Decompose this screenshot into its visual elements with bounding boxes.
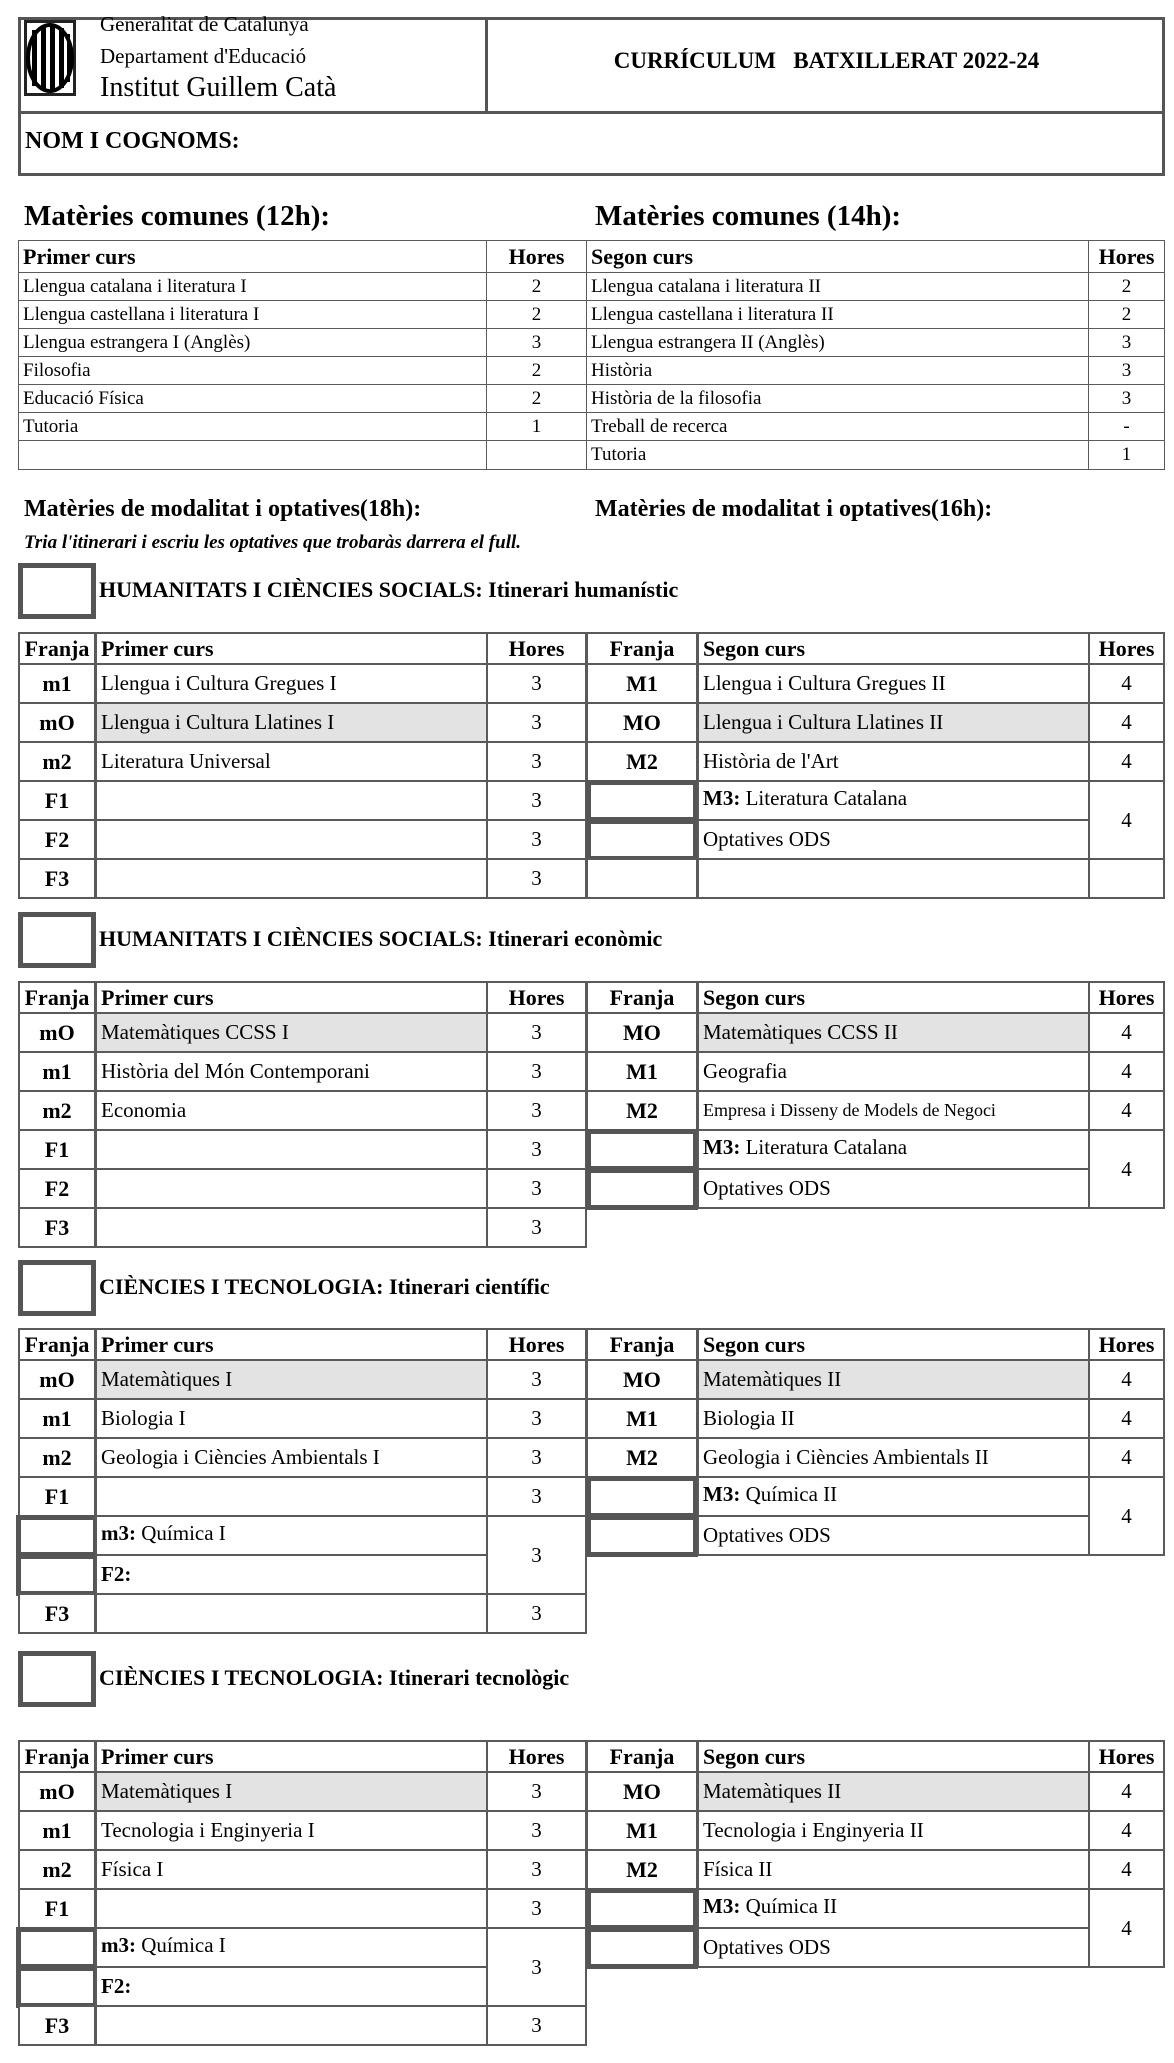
header-hores: Hores <box>486 1740 587 1773</box>
subject-hours: 3 <box>486 1810 587 1851</box>
subject-hours: 4 <box>1088 702 1165 743</box>
subject-hours: 4 <box>1088 1359 1165 1400</box>
subject-hours: 3 <box>486 780 587 821</box>
franja-code: MO <box>586 702 698 743</box>
common-second-header-subject: Segon curs <box>586 240 1090 274</box>
subject-hours: 3 <box>486 1090 587 1131</box>
subject-name: Biologia II <box>697 1398 1090 1439</box>
franja-code: m2 <box>18 1849 96 1890</box>
header-primer-curs: Primer curs <box>95 1740 488 1773</box>
franja-code: F2 <box>18 819 96 860</box>
school-name: Institut Guillem Catà <box>100 72 337 103</box>
subject-hours: 4 <box>1088 1398 1165 1439</box>
common-first-hours: 2 <box>486 300 587 330</box>
common-second-subject: Història <box>586 356 1090 386</box>
header-hores: Hores <box>1088 1740 1165 1773</box>
common-first-header-hours: Hores <box>486 240 587 274</box>
common-first-subject: Filosofia <box>18 356 488 386</box>
header-segon-curs: Segon curs <box>697 981 1090 1014</box>
header-horizontal-divider <box>18 111 1165 114</box>
catalan-coat-of-arms-icon <box>24 20 76 96</box>
subject-hours: 3 <box>486 1207 587 1248</box>
common-first-title: Matèries comunes (12h): <box>24 200 331 232</box>
franja-code: MO <box>586 1771 698 1812</box>
optional-subject-input[interactable] <box>95 1207 488 1248</box>
subject-hours: 4 <box>1088 741 1165 782</box>
subject-name: Llengua i Cultura Llatines II <box>697 702 1090 743</box>
header-primer-curs: Primer curs <box>95 632 488 665</box>
m3-subject: Química I <box>141 1933 226 1957</box>
franja-code: MO <box>586 1359 698 1400</box>
franja-code: m2 <box>18 741 96 782</box>
subject-hours: 3 <box>486 1129 587 1170</box>
common-first-subject: Llengua castellana i literatura I <box>18 300 488 330</box>
optional-subject-input[interactable] <box>95 1593 488 1634</box>
choice-hours: 4 <box>1088 780 1165 860</box>
optional-subject-input[interactable] <box>95 780 488 821</box>
header-franja: Franja <box>586 1740 698 1773</box>
franja-code: F3 <box>18 858 96 899</box>
common-first-hours: 2 <box>486 272 587 302</box>
subject-hours: 3 <box>486 1593 587 1634</box>
subject-name: Matemàtiques I <box>95 1359 488 1400</box>
franja-code: m2 <box>18 1090 96 1131</box>
m3-option <box>697 1129 1090 1170</box>
subject-hours: 3 <box>486 1849 587 1890</box>
common-second-hours: 3 <box>1088 356 1165 386</box>
ods-select-checkbox[interactable] <box>586 1168 698 1210</box>
common-second-title: Matèries comunes (14h): <box>595 200 902 232</box>
header-hores: Hores <box>1088 632 1165 665</box>
common-first-hours <box>486 440 587 470</box>
optional-subject-input[interactable] <box>95 1168 488 1209</box>
modality-second-title: Matèries de modalitat i optatives(16h): <box>595 496 993 522</box>
header-primer-curs: Primer curs <box>95 1328 488 1361</box>
m3-label: M3: <box>703 1135 741 1159</box>
header-hores: Hores <box>486 1328 587 1361</box>
m3-option <box>95 1927 488 1968</box>
m3-subject: Literatura Catalana <box>745 786 908 810</box>
common-second-hours: 1 <box>1088 440 1165 470</box>
subject-hours: 3 <box>486 1476 587 1517</box>
org-line-1: Generalitat de Catalunya <box>100 12 309 36</box>
franja-code: m1 <box>18 663 96 704</box>
franja-code: M2 <box>586 741 698 782</box>
subject-hours: 3 <box>486 741 587 782</box>
common-first-header-subject: Primer curs <box>18 240 488 274</box>
ods-select-checkbox[interactable] <box>586 1515 698 1557</box>
subject-name: Tecnologia i Enginyeria II <box>697 1810 1090 1851</box>
itinerary-select-checkbox[interactable] <box>18 1260 96 1316</box>
common-first-subject: Llengua catalana i literatura I <box>18 272 488 302</box>
header-hores: Hores <box>486 632 587 665</box>
common-second-hours: 3 <box>1088 384 1165 414</box>
subject-name: Llengua i Cultura Gregues I <box>95 663 488 704</box>
common-first-hours: 2 <box>486 356 587 386</box>
subject-hours: 4 <box>1088 1090 1165 1131</box>
common-second-subject: Història de la filosofia <box>586 384 1090 414</box>
subject-name: Física II <box>697 1849 1090 1890</box>
franja-code: m1 <box>18 1810 96 1851</box>
franja-code: M2 <box>586 1437 698 1478</box>
org-line-2: Departament d'Educació <box>100 44 307 68</box>
m3-option <box>697 1476 1090 1517</box>
subject-hours: 3 <box>486 1359 587 1400</box>
m3-label: M3: <box>703 1482 741 1506</box>
subject-hours: 4 <box>1088 1437 1165 1478</box>
subject-name: Geografia <box>697 1051 1090 1092</box>
f2-option[interactable] <box>95 1554 488 1595</box>
modality-instruction: Tria l'itinerari i escriu les optatives que trobaràs darrera el full. <box>24 532 522 553</box>
m3-subject: Literatura Catalana <box>745 1135 908 1159</box>
f2-option[interactable] <box>95 1966 488 2007</box>
franja-code: F3 <box>18 1207 96 1248</box>
itinerary-title: CIÈNCIES I TECNOLOGIA: Itinerari científic <box>99 1274 550 1299</box>
m3-select-checkbox[interactable] <box>16 1927 98 1969</box>
subject-hours: 3 <box>486 2005 587 2046</box>
common-second-subject: Llengua catalana i literatura II <box>586 272 1090 302</box>
itinerary-title: HUMANITATS I CIÈNCIES SOCIALS: Itinerari econòmic <box>99 926 663 951</box>
subject-name: Història del Món Contemporani <box>95 1051 488 1092</box>
choice-hours: 4 <box>1088 1476 1165 1556</box>
common-second-subject: Llengua estrangera II (Anglès) <box>586 328 1090 358</box>
empty-franja-cell <box>586 858 698 899</box>
common-first-hours: 2 <box>486 384 587 414</box>
m3-select-checkbox[interactable] <box>586 1129 698 1171</box>
common-first-subject: Educació Física <box>18 384 488 414</box>
subject-name: Matemàtiques CCSS I <box>95 1012 488 1053</box>
header-franja: Franja <box>18 981 96 1014</box>
subject-hours: 3 <box>486 1012 587 1053</box>
header-franja: Franja <box>18 1328 96 1361</box>
common-first-hours: 1 <box>486 412 587 442</box>
m3-option <box>697 780 1090 821</box>
franja-code: M1 <box>586 663 698 704</box>
franja-code: mO <box>18 1359 96 1400</box>
subject-name: Matemàtiques II <box>697 1359 1090 1400</box>
ods-option: Optatives ODS <box>697 1515 1090 1556</box>
itinerary-select-checkbox[interactable] <box>18 912 96 968</box>
m3-subject: Química II <box>745 1482 838 1506</box>
common-first-hours: 3 <box>486 328 587 358</box>
franja-code: F1 <box>18 780 96 821</box>
common-second-subject: Llengua castellana i literatura II <box>586 300 1090 330</box>
subject-hours: 3 <box>486 663 587 704</box>
m3-label: M3: <box>703 1894 741 1918</box>
header-franja: Franja <box>586 632 698 665</box>
subject-hours: 3 <box>486 702 587 743</box>
subject-hours: 3 <box>486 1888 587 1929</box>
empty-hours-cell <box>1088 858 1165 899</box>
modality-first-title: Matèries de modalitat i optatives(18h): <box>24 496 422 522</box>
f2-select-checkbox[interactable] <box>16 1554 98 1596</box>
common-second-hours: 2 <box>1088 272 1165 302</box>
subject-hours: 3 <box>486 858 587 899</box>
common-second-header-hours: Hores <box>1088 240 1165 274</box>
franja-code: M2 <box>586 1849 698 1890</box>
subject-hours: 3 <box>486 1051 587 1092</box>
itinerary-select-checkbox[interactable] <box>18 1651 96 1707</box>
franja-code: m1 <box>18 1051 96 1092</box>
subject-hours: 3 <box>486 1771 587 1812</box>
subject-name: Llengua i Cultura Gregues II <box>697 663 1090 704</box>
choice-hours: 4 <box>1088 1129 1165 1209</box>
header-primer-curs: Primer curs <box>95 981 488 1014</box>
name-label: NOM I COGNOMS: <box>25 128 240 154</box>
itinerary-title: CIÈNCIES I TECNOLOGIA: Itinerari tecnològic <box>99 1665 570 1690</box>
franja-code: F2 <box>18 1168 96 1209</box>
subject-name: Biologia I <box>95 1398 488 1439</box>
franja-code: F1 <box>18 1476 96 1517</box>
m3-select-checkbox[interactable] <box>16 1515 98 1557</box>
optional-subject-input[interactable] <box>95 2005 488 2046</box>
franja-code: M2 <box>586 1090 698 1131</box>
common-second-subject: Tutoria <box>586 440 1090 470</box>
header-hores: Hores <box>486 981 587 1014</box>
subject-hours: 4 <box>1088 1810 1165 1851</box>
subject-name: Geologia i Ciències Ambientals I <box>95 1437 488 1478</box>
franja-code: mO <box>18 1012 96 1053</box>
f2-label: F2: <box>101 1562 132 1586</box>
subject-hours: 3 <box>486 1437 587 1478</box>
header-hores: Hores <box>1088 981 1165 1014</box>
subject-name: Geologia i Ciències Ambientals II <box>697 1437 1090 1478</box>
m3-label: m3: <box>101 1521 136 1545</box>
subject-name: Matemàtiques II <box>697 1771 1090 1812</box>
subject-name: Història de l'Art <box>697 741 1090 782</box>
ods-option: Optatives ODS <box>697 1927 1090 1968</box>
m3-label: M3: <box>703 786 741 810</box>
header-segon-curs: Segon curs <box>697 632 1090 665</box>
choice-hours: 3 <box>486 1927 587 2007</box>
ods-select-checkbox[interactable] <box>586 1927 698 1969</box>
common-second-subject: Treball de recerca <box>586 412 1090 442</box>
header-franja: Franja <box>586 1328 698 1361</box>
franja-code: MO <box>586 1012 698 1053</box>
choice-hours: 4 <box>1088 1888 1165 1968</box>
subject-hours: 4 <box>1088 663 1165 704</box>
optional-subject-input[interactable] <box>95 858 488 899</box>
subject-hours: 3 <box>486 1168 587 1209</box>
m3-select-checkbox[interactable] <box>586 1888 698 1930</box>
franja-code: M1 <box>586 1810 698 1851</box>
common-first-subject <box>18 440 488 470</box>
optional-subject-input[interactable] <box>95 1888 488 1929</box>
common-second-hours: 2 <box>1088 300 1165 330</box>
m3-subject: Química I <box>141 1521 226 1545</box>
optional-subject-input[interactable] <box>95 819 488 860</box>
franja-code: F1 <box>18 1888 96 1929</box>
header-franja: Franja <box>18 1740 96 1773</box>
header-segon-curs: Segon curs <box>697 1328 1090 1361</box>
header-hores: Hores <box>1088 1328 1165 1361</box>
empty-subject-cell[interactable] <box>697 858 1090 899</box>
header-franja: Franja <box>586 981 698 1014</box>
subject-name: Matemàtiques CCSS II <box>697 1012 1090 1053</box>
ods-select-checkbox[interactable] <box>586 819 698 861</box>
m3-option <box>697 1888 1090 1929</box>
header-segon-curs: Segon curs <box>697 1740 1090 1773</box>
f2-label: F2: <box>101 1974 132 1998</box>
franja-code: F1 <box>18 1129 96 1170</box>
m3-option <box>95 1515 488 1556</box>
subject-name: Empresa i Disseny de Models de Negoci <box>697 1090 1090 1131</box>
franja-code: F3 <box>18 2005 96 2046</box>
m3-select-checkbox[interactable] <box>586 780 698 822</box>
common-first-subject: Tutoria <box>18 412 488 442</box>
ods-option: Optatives ODS <box>697 1168 1090 1209</box>
franja-code: mO <box>18 702 96 743</box>
m3-select-checkbox[interactable] <box>586 1476 698 1518</box>
subject-hours: 4 <box>1088 1012 1165 1053</box>
subject-hours: 3 <box>486 819 587 860</box>
franja-code: mO <box>18 1771 96 1812</box>
subject-hours: 3 <box>486 1398 587 1439</box>
subject-name: Física I <box>95 1849 488 1890</box>
itinerary-title: HUMANITATS I CIÈNCIES SOCIALS: Itinerari humanístic <box>99 577 679 602</box>
franja-code: m2 <box>18 1437 96 1478</box>
f2-select-checkbox[interactable] <box>16 1966 98 2008</box>
subject-hours: 4 <box>1088 1051 1165 1092</box>
subject-name: Literatura Universal <box>95 741 488 782</box>
choice-hours: 3 <box>486 1515 587 1595</box>
optional-subject-input[interactable] <box>95 1129 488 1170</box>
subject-hours: 4 <box>1088 1771 1165 1812</box>
m3-subject: Química II <box>745 1894 838 1918</box>
subject-name: Economia <box>95 1090 488 1131</box>
franja-code: F3 <box>18 1593 96 1634</box>
header-franja: Franja <box>18 632 96 665</box>
franja-code: m1 <box>18 1398 96 1439</box>
name-field[interactable] <box>290 118 1150 170</box>
common-second-hours: - <box>1088 412 1165 442</box>
subject-name: Llengua i Cultura Llatines I <box>95 702 488 743</box>
franja-code: M1 <box>586 1398 698 1439</box>
m3-label: m3: <box>101 1933 136 1957</box>
subject-name: Tecnologia i Enginyeria I <box>95 1810 488 1851</box>
subject-name: Matemàtiques I <box>95 1771 488 1812</box>
optional-subject-input[interactable] <box>95 1476 488 1517</box>
itinerary-select-checkbox[interactable] <box>18 563 96 619</box>
document-title: CURRÍCULUM BATXILLERAT 2022-24 <box>613 48 1040 73</box>
common-first-subject: Llengua estrangera I (Anglès) <box>18 328 488 358</box>
franja-code: M1 <box>586 1051 698 1092</box>
ods-option: Optatives ODS <box>697 819 1090 860</box>
subject-hours: 4 <box>1088 1849 1165 1890</box>
common-second-hours: 3 <box>1088 328 1165 358</box>
